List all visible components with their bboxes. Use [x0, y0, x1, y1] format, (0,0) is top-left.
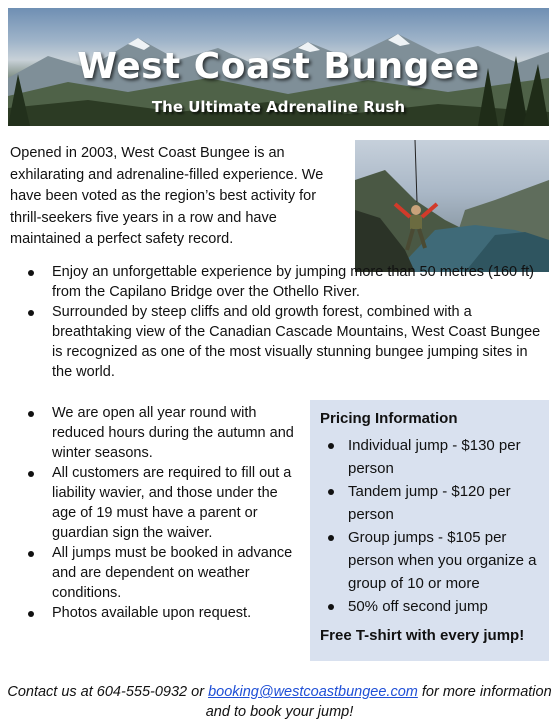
feature-item: Surrounded by steep cliffs and old growth forest, combined with a breathtaking view of the Canadian Cascade Mountains, West Coast Bungee is recognized as one of the most visually stunning bungee jumping sites in the world. [52, 302, 547, 382]
pricing-note: Free T-shirt with every jump! [320, 627, 525, 644]
banner-title: West Coast Bungee [77, 46, 480, 87]
pricing-box [310, 400, 549, 661]
pricing-title: Pricing Information [320, 410, 458, 427]
intro-paragraph: Opened in 2003, West Coast Bungee is an exhilarating and adrenaline-filled experience. We have been voted as the region’s best activity for thrill-seekers five years in a row and have maintained a perfect safety record. [10, 145, 324, 247]
feature-item: All customers are required to fill out a liability wavier, and those under the age of 19 must have a parent or guardian sign the waiver. [52, 463, 300, 543]
footer-text-after: for more information and to book your jump! [205, 684, 552, 720]
features-list [52, 262, 547, 382]
feature-item: Enjoy an unforgettable experience by jumping more than 50 metres (160 ft) from the Capilano Bridge over the Othello River. [52, 262, 547, 302]
price-item: Tandem jump - $120 per person [348, 480, 539, 526]
email-link[interactable]: booking@westcoastbungee.com [208, 684, 418, 700]
feature-item: All jumps must be booked in advance and are dependent on weather conditions. [52, 543, 300, 603]
banner-subtitle: The Ultimate Adrenaline Rush [151, 98, 406, 116]
feature-item: Photos available upon request. [52, 603, 300, 623]
contact-footer [0, 682, 559, 722]
footer-text-before: Contact us at 604-555-0932 or [7, 684, 209, 700]
price-item: 50% off second jump [348, 595, 539, 618]
feature-item: We are open all year round with reduced hours during the autumn and winter seasons. [52, 403, 300, 463]
header-banner [8, 8, 549, 126]
pricing-list [320, 434, 539, 618]
bungee-jumper-photo [355, 140, 549, 272]
price-item: Individual jump - $130 per person [348, 434, 539, 480]
price-item: Group jumps - $105 per person when you organize a group of 10 or more [348, 526, 539, 595]
details-list [52, 403, 300, 623]
